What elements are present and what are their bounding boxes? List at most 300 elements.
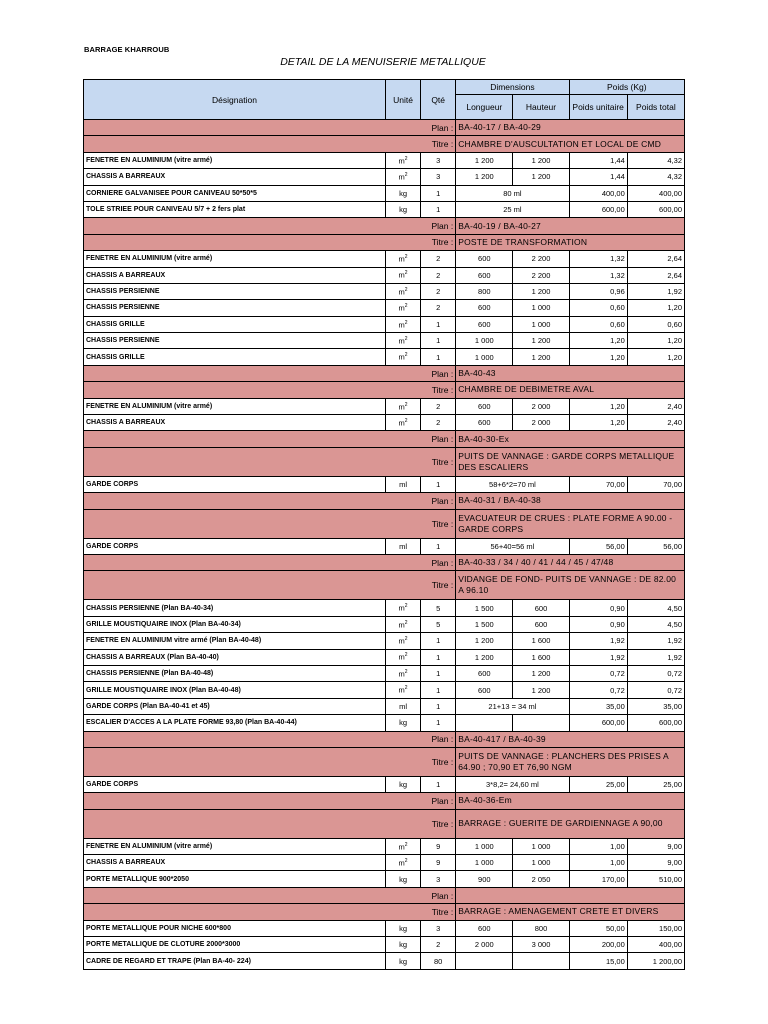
square-exponent: 2 [404,270,408,277]
cell-unit-weight: 0,60 [569,316,627,332]
cell-qty: 1 [421,349,456,365]
unit-text: m [398,287,405,297]
titre-value: EVACUATEUR DE CRUES : PLATE FORME A 90.00 - GARDE CORPS [456,509,685,538]
cell-qty: 1 [421,776,456,792]
cell-unit [386,201,421,217]
cell-qty: 1 [421,316,456,332]
plan-label: Plan : [84,365,456,381]
cell-designation: CHASSIS GRILLE [84,316,386,332]
cell-unit [386,251,421,267]
cell-qty: 2 [421,300,456,316]
plan-value: BA-40-31 / BA-40-38 [456,493,685,509]
cell-height: 1 600 [513,633,569,649]
table-row [84,715,685,731]
cell-length: 600 [456,316,513,332]
cell-length: 600 [456,267,513,283]
table-row [84,633,685,649]
cell-qty: 1 [421,201,456,217]
col-length: Longueur [456,95,513,120]
cell-total-weight: 2,64 [627,267,684,283]
cell-designation: GRILLE MOUSTIQUAIRE INOX (Plan BA-40-34) [84,616,386,632]
cell-total-weight: 2,64 [627,251,684,267]
square-exponent: 2 [404,401,408,408]
cell-length: 1 000 [456,855,513,871]
cell-unit-weight: 400,00 [569,185,627,201]
titre-label: Titre : [84,382,456,398]
cell-total-weight: 4,32 [627,152,684,168]
cell-unit-weight: 200,00 [569,937,627,953]
unit-text: m [398,842,405,852]
table-body [84,120,685,970]
cell-total-weight: 400,00 [627,937,684,953]
cell-length: 600 [456,665,513,681]
section-title-row [84,509,685,538]
unit-text: m [398,603,405,613]
cell-unit-weight: 600,00 [569,201,627,217]
col-designation: Désignation [84,80,386,120]
cell-unit-weight: 1,20 [569,398,627,414]
cell-length: 1 200 [456,152,513,168]
cell-unit [386,838,421,854]
cell-unit [386,920,421,936]
cell-height: 1 200 [513,682,569,698]
section-plan-row [84,120,685,136]
cell-length [456,953,513,969]
table-row [84,616,685,632]
cell-unit-weight: 1,00 [569,838,627,854]
titre-value: VIDANGE DE FOND- PUITS DE VANNAGE : DE 82.00 A 96.10 [456,571,685,600]
cell-unit-weight: 56,00 [569,538,627,554]
cell-total-weight: 25,00 [627,776,684,792]
cell-unit [386,267,421,283]
cell-designation: FENETRE EN ALUMINIUM (vitre armé) [84,251,386,267]
unit-text: m [398,352,405,362]
cell-unit [386,953,421,969]
table-row [84,300,685,316]
cell-length: 600 [456,920,513,936]
cell-qty: 1 [421,665,456,681]
cell-dimensions: 21+13 = 34 ml [456,698,569,714]
section-plan-row [84,731,685,747]
unit-text: kg [399,940,408,950]
cell-height: 3 000 [513,937,569,953]
titre-value: CHAMBRE DE DEBIMETRE AVAL [456,382,685,398]
cell-unit [386,698,421,714]
cell-designation: GRILLE MOUSTIQUAIRE INOX (Plan BA-40-48) [84,682,386,698]
cell-unit [386,185,421,201]
section-plan-row [84,887,685,903]
cell-qty: 2 [421,251,456,267]
cell-qty: 1 [421,185,456,201]
section-plan-row [84,365,685,381]
cell-height: 2 000 [513,398,569,414]
cell-unit-weight: 0,90 [569,600,627,616]
unit-text: m [398,669,405,679]
cell-dimensions: 58+6*2=70 ml [456,476,569,492]
cell-length: 1 500 [456,616,513,632]
table-row [84,152,685,168]
cell-length: 600 [456,682,513,698]
unit-text: m [398,636,405,646]
cell-unit [386,169,421,185]
cell-total-weight: 9,00 [627,855,684,871]
square-exponent: 2 [404,303,408,310]
cell-designation: GARDE CORPS [84,776,386,792]
cell-unit [386,283,421,299]
section-title-row [84,904,685,920]
cell-designation: CORNIERE GALVANISEE POUR CANIVEAU 50*50*5 [84,185,386,201]
cell-designation: FENETRE EN ALUMINIUM (vitre armé) [84,152,386,168]
section-plan-row [84,554,685,570]
cell-length: 800 [456,283,513,299]
cell-total-weight: 2,40 [627,398,684,414]
unit-text: m [398,303,405,313]
cell-dimensions: 80 ml [456,185,569,201]
cell-designation: GARDE CORPS [84,538,386,554]
cell-height: 1 200 [513,333,569,349]
plan-label: Plan : [84,431,456,447]
plan-label: Plan : [84,731,456,747]
cell-unit-weight: 35,00 [569,698,627,714]
section-plan-row [84,431,685,447]
plan-value: BA-40-30-Ex [456,431,685,447]
plan-label: Plan : [84,793,456,809]
cell-total-weight: 0,72 [627,665,684,681]
cell-unit-weight: 170,00 [569,871,627,887]
plan-label: Plan : [84,120,456,136]
cell-height: 2 000 [513,415,569,431]
square-exponent: 2 [404,619,408,626]
square-exponent: 2 [404,417,408,424]
cell-qty: 1 [421,649,456,665]
table-row [84,698,685,714]
titre-label: Titre : [84,509,456,538]
cell-total-weight: 1,20 [627,333,684,349]
table-row [84,649,685,665]
menuiserie-table [83,79,685,970]
cell-unit-weight: 1,92 [569,633,627,649]
cell-height: 1 600 [513,649,569,665]
table-row [84,776,685,792]
unit-text: kg [399,205,408,215]
cell-unit-weight: 50,00 [569,920,627,936]
col-weight: Poids (Kg) [569,80,684,95]
table-row [84,201,685,217]
col-height: Hauteur [513,95,569,120]
unit-text: ml [399,541,408,551]
cell-height: 2 200 [513,251,569,267]
square-exponent: 2 [404,352,408,359]
table-row [84,415,685,431]
table-header [84,80,685,120]
cell-total-weight: 1,92 [627,633,684,649]
plan-value: BA-40-17 / BA-40-29 [456,120,685,136]
cell-designation: CHASSIS A BARREAUX [84,855,386,871]
col-total-weight: Poids total [627,95,684,120]
table-row [84,838,685,854]
cell-length: 600 [456,251,513,267]
cell-designation: CADRE DE REGARD ET TRAPE (Plan BA-40- 224) [84,953,386,969]
cell-height: 1 000 [513,838,569,854]
unit-text: kg [399,874,408,884]
cell-unit [386,682,421,698]
section-plan-row [84,218,685,234]
cell-qty: 80 [421,953,456,969]
section-title-row [84,234,685,250]
table-row [84,855,685,871]
cell-designation: TOLE STRIEE POUR CANIVEAU 5/7 + 2 fers plat [84,201,386,217]
cell-designation: CHASSIS PERSIENNE [84,300,386,316]
cell-unit [386,715,421,731]
square-exponent: 2 [404,636,408,643]
cell-designation: GARDE CORPS [84,476,386,492]
cell-designation: CHASSIS GRILLE [84,349,386,365]
unit-text: m [398,172,405,182]
titre-label: Titre : [84,571,456,600]
plan-value: BA-40-417 / BA-40-39 [456,731,685,747]
cell-designation: CHASSIS PERSIENNE [84,283,386,299]
cell-designation: CHASSIS PERSIENNE [84,333,386,349]
cell-unit [386,538,421,554]
unit-text: kg [399,780,408,790]
unit-text: m [398,620,405,630]
cell-unit [386,316,421,332]
cell-designation: FENETRE EN ALUMINIUM vitre armé (Plan BA-40-48) [84,633,386,649]
unit-text: kg [399,923,408,933]
cell-total-weight: 4,50 [627,600,684,616]
unit-text: m [398,652,405,662]
cell-total-weight: 1,92 [627,649,684,665]
section-title-row [84,809,685,838]
cell-height: 1 200 [513,283,569,299]
cell-designation: PORTE METALLIQUE POUR NICHE 600*800 [84,920,386,936]
titre-label: Titre : [84,234,456,250]
cell-unit [386,871,421,887]
cell-height: 600 [513,616,569,632]
cell-qty: 2 [421,267,456,283]
unit-text: m [398,418,405,428]
table-row [84,398,685,414]
cell-unit-weight: 1,44 [569,169,627,185]
cell-unit [386,600,421,616]
company-name: BARRAGE KHARROUB [84,45,170,54]
cell-qty: 2 [421,398,456,414]
section-title-row [84,382,685,398]
cell-unit-weight: 1,32 [569,267,627,283]
unit-text: ml [399,701,408,711]
unit-text: m [398,336,405,346]
table-row [84,349,685,365]
cell-total-weight: 0,60 [627,316,684,332]
cell-unit-weight: 0,60 [569,300,627,316]
titre-label: Titre : [84,136,456,152]
cell-designation: FENETRE EN ALUMINIUM (vitre armé) [84,838,386,854]
table-row [84,251,685,267]
cell-total-weight: 56,00 [627,538,684,554]
cell-qty: 2 [421,937,456,953]
section-title-row [84,447,685,476]
unit-text: m [398,254,405,264]
col-qty: Qté [421,80,456,120]
table-row [84,953,685,969]
cell-unit [386,349,421,365]
cell-total-weight: 70,00 [627,476,684,492]
cell-length: 1 000 [456,349,513,365]
cell-qty: 3 [421,152,456,168]
cell-length [456,715,513,731]
plan-value: BA-40-19 / BA-40-27 [456,218,685,234]
table-row [84,476,685,492]
cell-qty: 1 [421,633,456,649]
cell-qty: 2 [421,283,456,299]
cell-height: 1 000 [513,316,569,332]
cell-unit [386,937,421,953]
square-exponent: 2 [404,603,408,610]
cell-unit-weight: 15,00 [569,953,627,969]
table-row [84,682,685,698]
cell-unit-weight: 0,90 [569,616,627,632]
cell-height: 1 200 [513,169,569,185]
cell-designation: CHASSIS PERSIENNE (Plan BA-40-48) [84,665,386,681]
cell-designation: CHASSIS PERSIENNE (Plan BA-40-34) [84,600,386,616]
cell-total-weight: 1 200,00 [627,953,684,969]
section-plan-row [84,493,685,509]
cell-total-weight: 1,20 [627,300,684,316]
cell-qty: 3 [421,871,456,887]
table-row [84,316,685,332]
titre-value: PUITS DE VANNAGE : GARDE CORPS METALLIQUE DES ESCALIERS [456,447,685,476]
plan-label: Plan : [84,554,456,570]
cell-qty: 3 [421,169,456,185]
cell-total-weight: 600,00 [627,201,684,217]
cell-length: 1 000 [456,838,513,854]
cell-total-weight: 510,00 [627,871,684,887]
square-exponent: 2 [404,254,408,261]
cell-unit-weight: 1,44 [569,152,627,168]
cell-unit-weight: 0,72 [569,682,627,698]
cell-qty: 1 [421,476,456,492]
cell-designation: PORTE METALLIQUE DE CLOTURE 2000*3000 [84,937,386,953]
unit-text: m [398,156,405,166]
cell-qty: 1 [421,538,456,554]
table-row [84,283,685,299]
cell-unit-weight: 0,72 [569,665,627,681]
cell-designation: GARDE CORPS (Plan BA-40-41 et 45) [84,698,386,714]
unit-text: ml [399,480,408,489]
plan-label: Plan : [84,493,456,509]
cell-unit-weight: 1,20 [569,349,627,365]
cell-length: 1 200 [456,633,513,649]
cell-total-weight: 2,40 [627,415,684,431]
cell-total-weight: 400,00 [627,185,684,201]
cell-unit-weight: 600,00 [569,715,627,731]
cell-total-weight: 35,00 [627,698,684,714]
cell-dimensions: 56+40=56 ml [456,538,569,554]
square-exponent: 2 [404,685,408,692]
cell-unit [386,855,421,871]
unit-text: kg [399,956,408,966]
plan-value [456,887,685,903]
cell-height [513,953,569,969]
plan-value: BA-40-36-Em [456,793,685,809]
cell-unit-weight: 1,32 [569,251,627,267]
cell-unit [386,665,421,681]
cell-total-weight: 1,20 [627,349,684,365]
cell-height: 1 200 [513,152,569,168]
cell-unit [386,398,421,414]
cell-unit-weight: 1,20 [569,415,627,431]
titre-label: Titre : [84,809,456,838]
square-exponent: 2 [404,652,408,659]
cell-designation: FENETRE EN ALUMINIUM (vitre armé) [84,398,386,414]
cell-unit-weight: 1,92 [569,649,627,665]
cell-total-weight: 4,32 [627,169,684,185]
cell-height: 1 000 [513,855,569,871]
unit-text: m [398,858,405,868]
cell-length: 1 200 [456,169,513,185]
titre-value: POSTE DE TRANSFORMATION [456,234,685,250]
cell-height [513,715,569,731]
cell-qty: 1 [421,698,456,714]
section-title-row [84,136,685,152]
table-row [84,267,685,283]
plan-label: Plan : [84,218,456,234]
table-row [84,871,685,887]
plan-value: BA-40-43 [456,365,685,381]
square-exponent: 2 [404,155,408,162]
unit-text: m [398,320,405,330]
cell-total-weight: 9,00 [627,838,684,854]
table-row [84,538,685,554]
cell-qty: 3 [421,920,456,936]
cell-total-weight: 1,92 [627,283,684,299]
square-exponent: 2 [404,841,408,848]
cell-qty: 1 [421,333,456,349]
cell-unit [386,300,421,316]
cell-unit [386,415,421,431]
unit-text: m [398,685,405,695]
document-title: DETAIL DE LA MENUISERIE METALLIQUE [280,56,486,68]
cell-qty: 9 [421,838,456,854]
cell-length: 900 [456,871,513,887]
square-exponent: 2 [404,668,408,675]
table-row [84,600,685,616]
cell-length: 1 000 [456,333,513,349]
cell-length: 1 500 [456,600,513,616]
unit-text: m [398,270,405,280]
table-row [84,185,685,201]
titre-value: CHAMBRE D'AUSCULTATION ET LOCAL DE CMD [456,136,685,152]
cell-qty: 9 [421,855,456,871]
cell-designation: CHASSIS A BARREAUX [84,415,386,431]
section-plan-row [84,793,685,809]
unit-text: kg [399,188,408,198]
section-title-row [84,571,685,600]
cell-height: 2 050 [513,871,569,887]
cell-dimensions: 25 ml [456,201,569,217]
cell-height: 600 [513,600,569,616]
cell-designation: ESCALIER D'ACCES A LA PLATE FORME 93,80 (Plan BA-40-44) [84,715,386,731]
cell-unit [386,333,421,349]
plan-value: BA-40-33 / 34 / 40 / 41 / 44 / 45 / 47/48 [456,554,685,570]
table-row [84,920,685,936]
cell-total-weight: 4,50 [627,616,684,632]
cell-length: 2 000 [456,937,513,953]
unit-text: kg [399,718,408,728]
cell-length: 600 [456,300,513,316]
cell-unit [386,476,421,492]
titre-value: BARRAGE : AMENAGEMENT CRETE ET DIVERS [456,904,685,920]
